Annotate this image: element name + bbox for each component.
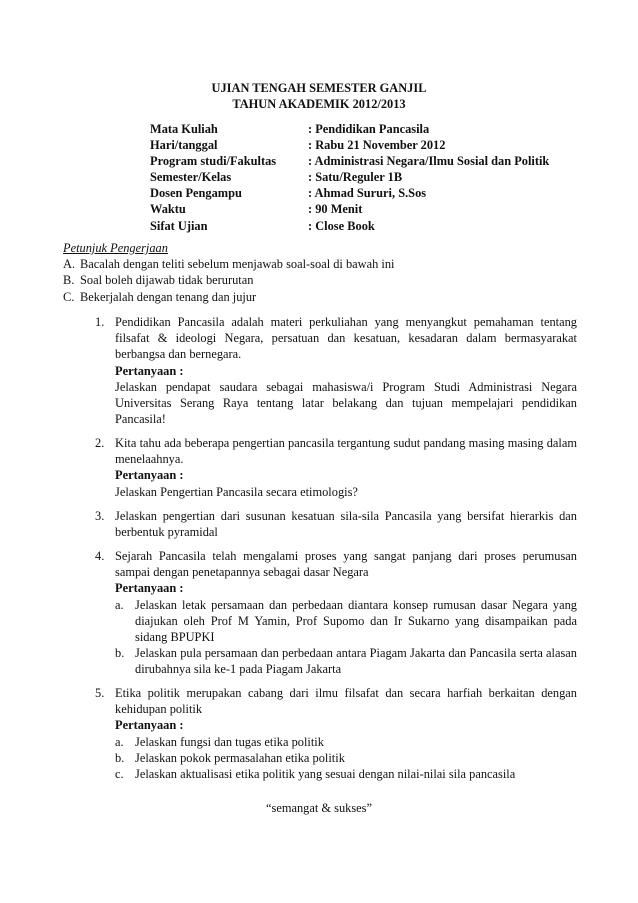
question-5 <box>95 685 577 782</box>
info-key: Mata Kuliah <box>150 122 218 136</box>
question-4 <box>95 548 577 678</box>
info-row <box>150 185 549 201</box>
question-body <box>115 685 577 782</box>
instruction-item <box>63 289 583 305</box>
instruction-label: B. <box>63 273 75 288</box>
info-value: : Close Book <box>308 218 375 233</box>
sub-question <box>115 597 577 646</box>
info-row <box>150 153 549 169</box>
info-key: Hari/tanggal <box>150 138 218 153</box>
info-row <box>150 169 549 185</box>
sub-label: c. <box>115 767 124 782</box>
question-text: Pendidikan Pancasila adalah materi perkuliahan yang menyangkut pemahaman tentang filsafat & ideologi Negara, persatuan dan kesatuan, kesadaran dalam bermasyarakat berbangsa dan bernegara. <box>115 315 577 362</box>
question-row <box>95 685 577 782</box>
sub-text: Jelaskan aktualisasi etika politik yang sesuai dengan nilai-nilai sila pancasila <box>135 767 516 782</box>
sub-question <box>115 750 577 766</box>
closing-message: “semangat & sukses” <box>266 801 372 815</box>
question-2 <box>95 435 577 500</box>
question-body <box>115 435 577 500</box>
info-key: Semester/Kelas <box>150 170 232 185</box>
academic-year: TAHUN AKADEMIK 2012/2013 <box>232 97 406 111</box>
info-key: Waktu <box>150 202 186 217</box>
sub-text: Jelaskan pula persamaan dan perbedaan antara Piagam Jakarta dan Pancasila serta alasan dirubahnya sila ke-1 pada Piagam Jakarta <box>135 646 577 677</box>
question-number: 4. <box>95 549 105 563</box>
question-ask-text: Jelaskan Pengertian Pancasila secara etimologis? <box>115 484 358 499</box>
question-3 <box>95 508 577 540</box>
question-text: Kita tahu ada beberapa pengertian pancasila tergantung sudut pandang masing masing dalam menelaahnya. <box>115 436 577 467</box>
instruction-text: Bekerjalah dengan tenang dan jujur <box>80 289 257 304</box>
instruction-text: Bacalah dengan teliti sebelum menjawab soal-soal di bawah ini <box>80 257 395 272</box>
instruction-item <box>63 256 583 272</box>
instruction-item <box>63 272 583 288</box>
sub-text: Jelaskan pokok permasalahan etika politik <box>135 750 345 765</box>
info-row <box>150 121 549 137</box>
info-key: Dosen Pengampu <box>150 186 242 201</box>
info-value: : Pendidikan Pancasila <box>308 122 430 136</box>
question-body <box>115 548 577 678</box>
info-value: : Administrasi Negara/Ilmu Sosial dan Politik <box>308 154 550 169</box>
sub-text: Jelaskan fungsi dan tugas etika politik <box>135 734 324 749</box>
question-row <box>95 548 577 678</box>
question-row <box>95 508 577 540</box>
question-row <box>95 314 577 427</box>
instruction-label: C. <box>63 289 75 304</box>
question-ask-label: Pertanyaan : <box>115 363 184 378</box>
exam-info <box>150 121 549 234</box>
instructions <box>63 240 583 305</box>
question-text: Sejarah Pancasila telah mengalami proses yang sangat panjang dari proses perumusan sampai dengan penetapannya sebagai dasar Negara <box>115 549 577 580</box>
info-value: : 90 Menit <box>308 202 363 217</box>
question-number: 5. <box>95 686 105 700</box>
sub-text: Jelaskan letak persamaan dan perbedaan diantara konsep rumusan dasar Negara yang diajukan oleh Prof M Yamin, Prof Supomo dan Ir Sukarno yang disampaikan pada sidang BPUPKI <box>135 597 577 645</box>
sub-question <box>115 766 577 782</box>
question-ask-label: Pertanyaan : <box>115 718 184 733</box>
info-value: : Ahmad Sururi, S.Sos <box>308 186 427 201</box>
instruction-text: Soal boleh dijawab tidak berurutan <box>80 273 254 288</box>
info-key: Program studi/Fakultas <box>150 154 277 169</box>
question-ask-text: Jelaskan pendapat saudara sebagai mahasiswa/i Program Studi Administrasi Negara Universitas Serang Raya tentang latar belakang dan tujuan mempelajari pendidikan Pancasila! <box>115 379 577 427</box>
question-number: 3. <box>95 509 105 523</box>
question-text: Etika politik merupakan cabang dari ilmu filsafat dan secara harfiah berkaitan dengan kehidupan politik <box>115 686 577 717</box>
question-body <box>115 508 577 540</box>
sub-question <box>115 734 577 750</box>
info-row <box>150 218 549 234</box>
info-value: : Rabu 21 November 2012 <box>308 138 446 153</box>
question-row <box>95 435 577 500</box>
question-number: 1. <box>95 315 105 329</box>
info-row <box>150 201 549 217</box>
info-key: Sifat Ujian <box>150 218 208 233</box>
question-ask-label: Pertanyaan : <box>115 468 184 483</box>
instructions-heading: Petunjuk Pengerjaan <box>63 241 168 255</box>
question-body <box>115 314 577 427</box>
sub-label: b. <box>115 750 125 765</box>
sub-label: a. <box>115 597 124 612</box>
sub-question <box>115 645 577 677</box>
info-value: : Satu/Reguler 1B <box>308 170 403 185</box>
instruction-label: A. <box>63 257 76 272</box>
question-1 <box>95 314 577 427</box>
info-row <box>150 137 549 153</box>
question-text: Jelaskan pengertian dari susunan kesatuan sila-sila Pancasila yang bersifat hierarkis dan berbentuk pyramidal <box>115 509 577 540</box>
sub-label: a. <box>115 734 124 749</box>
sub-label: b. <box>115 646 125 661</box>
exam-title: UJIAN TENGAH SEMESTER GANJIL <box>211 81 427 95</box>
question-number: 2. <box>95 436 105 450</box>
question-ask-label: Pertanyaan : <box>115 581 184 596</box>
